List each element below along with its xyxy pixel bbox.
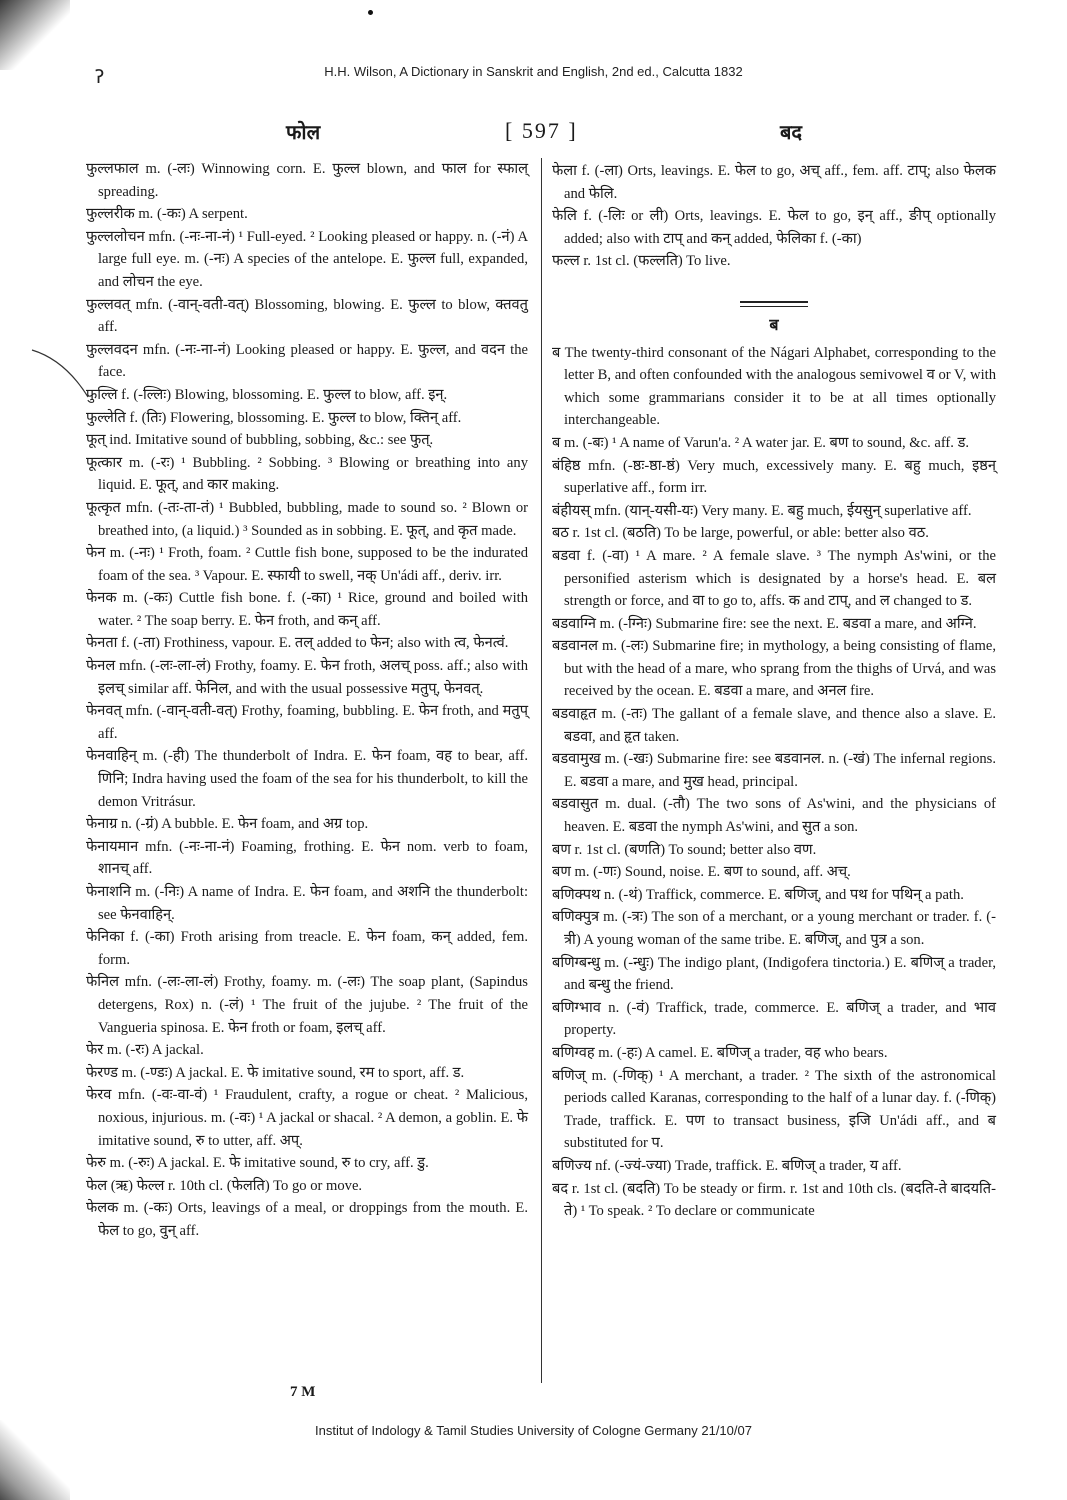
dictionary-entry: ब The twenty-third consonant of the Nágari Alphabet, corresponding to the letter B, and often confounded with the analogous semivowel व or V, with which some grammarians consider it to be at all times optionally interchangeable. [552, 344, 996, 429]
dictionary-entry: बण m. (-णः) Sound, noise. E. बण to sound, aff. अच्. [552, 864, 851, 881]
section-divider-rule [740, 301, 808, 307]
dictionary-entry: फेनिल mfn. (-लः-ला-लं) Frothy, foamy. m. (-लः) The soap plant, (Sapindus detergens, Rox) n. (-लं) ¹ The fruit of the jujube. ² The fruit of the Vangueria spinosa. E. फेन froth or foam, इलच् aff. [86, 974, 528, 1036]
dictionary-entry: फेनवत् mfn. (-वान्-वती-वत्) Frothy, foaming, bubbling. E. फेन froth, and मतुप् aff. [86, 703, 528, 742]
dictionary-entry: बडवामुख m. (-खः) Submarine fire: see बडवानल. n. (-खं) The infernal regions. E. बडवा a mare, and मुख head, principal. [552, 751, 996, 790]
dictionary-entry: बडवाहृत m. (-तः) The gallant of a female slave, and thence also a slave. E. बडवा, and हृत taken. [552, 706, 996, 745]
scan-source-note: H.H. Wilson, A Dictionary in Sanskrit and English, 2nd ed., Calcutta 1832 [324, 64, 743, 79]
dictionary-entry: फेनक m. (-कः) Cuttle fish bone. f. (-का) ¹ Rice, ground and boiled with water. ² The soap berry. E. फेन froth, and कन् aff. [86, 590, 528, 629]
margin-pen-stroke [30, 345, 90, 405]
dictionary-entry: फेनल mfn. (-लः-ला-लं) Frothy, foamy. E. फेन froth, अलच् poss. aff.; also with इलच् similar aff. फेनिल, and with the usual possessive मतुप्, फेनवत्. [86, 658, 528, 697]
dictionary-entry: फेर m. (-रः) A jackal. [86, 1042, 204, 1059]
dictionary-entry: फेनता f. (-ता) Frothiness, vapour. E. तल् added to फेन; also with त्व, फेनत्वं. [86, 635, 509, 652]
page-number: [ 597 ] [505, 118, 578, 143]
dictionary-entry: फूत्कार m. (-रः) ¹ Bubbling. ² Sobbing. ³ Blowing or breathing into any liquid. E. फूत्, and कार making. [86, 454, 528, 494]
dictionary-entry: फूत्कृत mfn. (-तः-ता-तं) ¹ Bubbled, bubbling, made to sound so. ² Blown or breathed into, (a liquid.) ³ Sounded as in sobbing. E. फूत्, and कृत made. [86, 499, 528, 539]
dictionary-entry: फेरु m. (-रुः) A jackal. E. फे imitative sound, रु to cry, aff. डु. [86, 1155, 429, 1172]
dictionary-entry: बंहीयस् mfn. (यान्-यसी-यः) Very many. E. बहु much, ईयसुन् superlative aff. [552, 502, 972, 519]
dictionary-entry: फेल (ऋ) फेल्ल r. 10th cl. (फेलति) To go or move. [86, 1177, 363, 1194]
dictionary-entry: बणिक्पुत्र m. (-त्रः) The son of a merchant, or a young merchant or trader. f. (-त्री) A young woman of the same tribe. E. बणिज्, and पुत्र a son. [552, 909, 996, 948]
dictionary-entry: बणिग्बन्धु m. (-न्धुः) The indigo plant, (Indigofera tinctoria.) E. बणिज् a trader, and बन्धु the friend. [552, 954, 996, 994]
dictionary-entry: फुल्लरीक m. (-कः) A serpent. [86, 206, 248, 223]
dictionary-entry: फुल्लफाल m. (-लः) Winnowing corn. E. फुल्ल blown, and फाल for स्फाल् spreading. [86, 161, 528, 200]
printer-signature-mark: 7 M [290, 1384, 316, 1400]
dictionary-entry: बण r. 1st cl. (बणति) To sound; better also वण. [552, 841, 817, 858]
dictionary-entry: फेनाग्र n. (-ग्रं) A bubble. E. फेन foam, and अग्र top. [86, 816, 369, 833]
dictionary-entry: बणिज् m. (-णिक्) ¹ A merchant, a trader. ² The sixth of the astronomical periods called Karanas, corresponding to the half of a lunar day. f. (-णिक्) Trade, traffick. E. पण to transact business, इजि Un'ádi aff., and ब substituted for प. [552, 1067, 996, 1152]
running-head-left: फोल [286, 122, 321, 144]
dictionary-entry: बणिज्य nf. (-ज्यं-ज्या) Trade, traffick. E. बणिज् a trader, य aff. [552, 1157, 902, 1174]
dictionary-entry: बद r. 1st cl. (बदति) To be steady or firm. r. 1st and 10th cls. (बदति-ते बादयति-ते) ¹ To speak. ² To declare or communicate [552, 1180, 996, 1220]
column-divider [541, 158, 542, 1383]
dictionary-entry: फल्ल r. 1st cl. (फल्लति) To live. [552, 253, 731, 270]
dictionary-entry: बडवानल m. (-लः) Submarine fire; in mythology, a being consisting of flame, but with the head of a mare, who sprang from the thighs of Urvá, and was received by the ocean. E. बडवा a mare, and अनल fire. [552, 638, 996, 700]
dictionary-entry: फेनिका f. (-का) Froth arising from treacle. E. फेन foam, कन् added, fem. form. [86, 929, 528, 968]
dictionary-entry: फुल्लि f. (-ल्लिः) Blowing, blossoming. E. फुल्ल to blow, aff. इन्. [86, 386, 448, 403]
dictionary-entry: बडवाग्नि m. (-ग्निः) Submarine fire: see the next. E. बडवा a mare, and अग्नि. [552, 615, 977, 632]
dictionary-entry: फेनायमान mfn. (-नः-ना-नं) Foaming, frothing. E. फेन nom. verb to foam, शानच् aff. [86, 838, 528, 878]
dictionary-entry: फेरण्ड m. (-ण्डः) A jackal. E. फे imitative sound, रम to sport, aff. ड. [86, 1064, 465, 1081]
dictionary-entry: फेला f. (-ला) Orts, leavings. E. फेल to go, अच् aff., fem. aff. टाप्; also फेलक and फेलि. [552, 163, 996, 202]
right-column [552, 160, 996, 1223]
scan-shadow-top-left [0, 0, 70, 70]
left-column [86, 158, 528, 1243]
dictionary-entry: बणिग्भाव n. (-वं) Traffick, trade, commerce. E. बणिज् a trader, and भाव property. [552, 999, 996, 1039]
dictionary-entry: बडवासुत m. dual. (-तौ) The two sons of As'wini, and the physicians of heaven. E. बडवा the nymph As'wini, and सुत a son. [552, 796, 996, 836]
dictionary-entry: बडवा f. (-वा) ¹ A mare. ² A female slave. ³ The nymph As'wini, or the personified asterism which is designated by a horse's head. E. बल strength or force, and वा to go to, affs. क and टाप्, and ल changed to ड. [552, 547, 996, 610]
dictionary-entry: फुल्लेति f. (तिः) Flowering, blossoming. E. फुल्ल to blow, क्तिन् aff. [86, 409, 462, 426]
dictionary-entry: फेरव mfn. (-वः-वा-वं) ¹ Fraudulent, crafty, a rogue or cheat. ² Malicious, noxious, injurious. m. (-वः) ¹ A jackal or shacal. ² A demon, a goblin. E. फे imitative sound, रु to utter, aff. अप्. [86, 1087, 528, 1149]
dictionary-entry: बणिक्पथ n. (-थं) Traffick, commerce. E. बणिज्, and पथ for पथिन् a path. [552, 886, 964, 903]
scan-institution-note: Institut of Indology & Tamil Studies University of Cologne Germany 21/10/07 [315, 1423, 752, 1438]
dictionary-entry: फेलक m. (-कः) Orts, leavings of a meal, or droppings from the mouth. E. फेल to go, वुन् aff. [86, 1200, 528, 1239]
dictionary-entry: फेलि f. (-लिः or ली) Orts, leavings. E. फेल to go, इन् aff., ङीप् optionally added; also with टाप् and कन् added, फेलिका f. (-का) [552, 208, 996, 247]
dictionary-entry: बणिग्वह m. (-हः) A camel. E. बणिज् a trader, वह who bears. [552, 1044, 888, 1061]
dictionary-entry: फेन m. (-नः) ¹ Froth, foam. ² Cuttle fish bone, supposed to be the indurated foam of the sea. ³ Vapour. E. स्फायी to swell, नक् Un'ádi aff., deriv. irr. [86, 545, 528, 584]
dictionary-entry: फुल्लवत् mfn. (-वान्-वती-वत्) Blossoming, blowing. E. फुल्ल to blow, क्तवतु aff. [86, 296, 528, 336]
ink-dot [368, 10, 373, 15]
dictionary-entry: फुल्लवदन mfn. (-नः-ना-नं) Looking pleased or happy. E. फुल्ल, and वदन the face. [86, 341, 528, 381]
margin-mark: ॽ [94, 63, 105, 88]
dictionary-entry: फुल्ललोचन mfn. (-नः-ना-नं) ¹ Full-eyed. ² Looking pleased or happy. n. (-नं) A large full eye. m. (-नः) A species of the antelope. E. फुल्ल full, expanded, and लोचन the eye. [86, 228, 528, 290]
dictionary-entry: ब m. (-बः) ¹ A name of Varun'a. ² A water jar. E. बण to sound, &c. aff. ड. [552, 434, 970, 451]
dictionary-entry: फूत् ind. Imitative sound of bubbling, sobbing, &c.: see फुत्. [86, 432, 434, 449]
running-head-right: बद [780, 122, 803, 144]
dictionary-entry: बठ r. 1st cl. (बठति) To be large, powerful, or able: better also वठ. [552, 525, 929, 542]
section-heading-letter: ब [769, 316, 779, 334]
dictionary-entry: बंहिष्ठ mfn. (-ष्ठः-ष्ठा-ष्ठं) Very much, excessively many. E. बहु much, इष्ठन् superlative aff., form irr. [552, 457, 996, 497]
dictionary-entry: फेनवाहिन् m. (-ही) The thunderbolt of Indra. E. फेन foam, वह to bear, aff. णिनि; Indra having used the foam of the sea for his thunderbolt, to kill the demon Vritrásur. [86, 748, 528, 810]
dictionary-entry: फेनाशनि m. (-निः) A name of Indra. E. फेन foam, and अशनि the thunderbolt: see फेनवाहिन्. [86, 884, 528, 923]
